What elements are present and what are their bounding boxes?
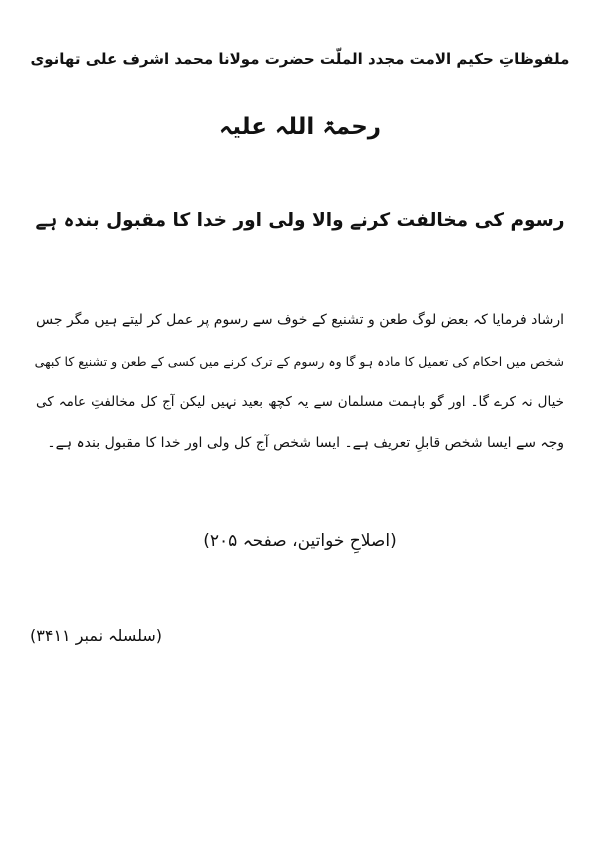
document-title-line-1: ملفوظاتِ حکیم الامت مجدد الملّت حضرت مولانا محمد اشرف علی تھانوی xyxy=(30,50,570,68)
body-paragraph xyxy=(36,300,564,464)
document-title-line-2: رحمۃ اللہ علیہ xyxy=(218,114,382,140)
body-line-3: خیال نہ کرے گا۔ اور گو باہمت مسلمان سے یہ کچھ بعید نہیں لیکن آج کل مخالفتِ عامہ کی xyxy=(36,394,564,410)
body-line-1: ارشاد فرمایا کہ بعض لوگ طعن و تشنیع کے خوف سے رسوم پر عمل کر لیتے ہیں مگر جس xyxy=(36,312,564,328)
section-heading: رسوم کی مخالفت کرنے والا ولی اور خدا کا مقبول بندہ ہے xyxy=(35,210,565,231)
source-reference: (اصلاحِ خواتین، صفحہ ۲۰۵) xyxy=(203,531,397,551)
series-number: (سلسلہ نمبر ۳۴۱۱) xyxy=(30,626,163,645)
body-line-4: وجہ سے ایسا شخص قابلِ تعریف ہے۔ ایسا شخص آج کل ولی اور خدا کا مقبول بندہ ہے۔ xyxy=(47,435,564,451)
body-line-2: شخص میں احکام کی تعمیل کا مادہ ہو گا وہ رسوم کے ترک کرنے میں کسی کے طعن و تشنیع کا کبھی xyxy=(34,354,564,369)
